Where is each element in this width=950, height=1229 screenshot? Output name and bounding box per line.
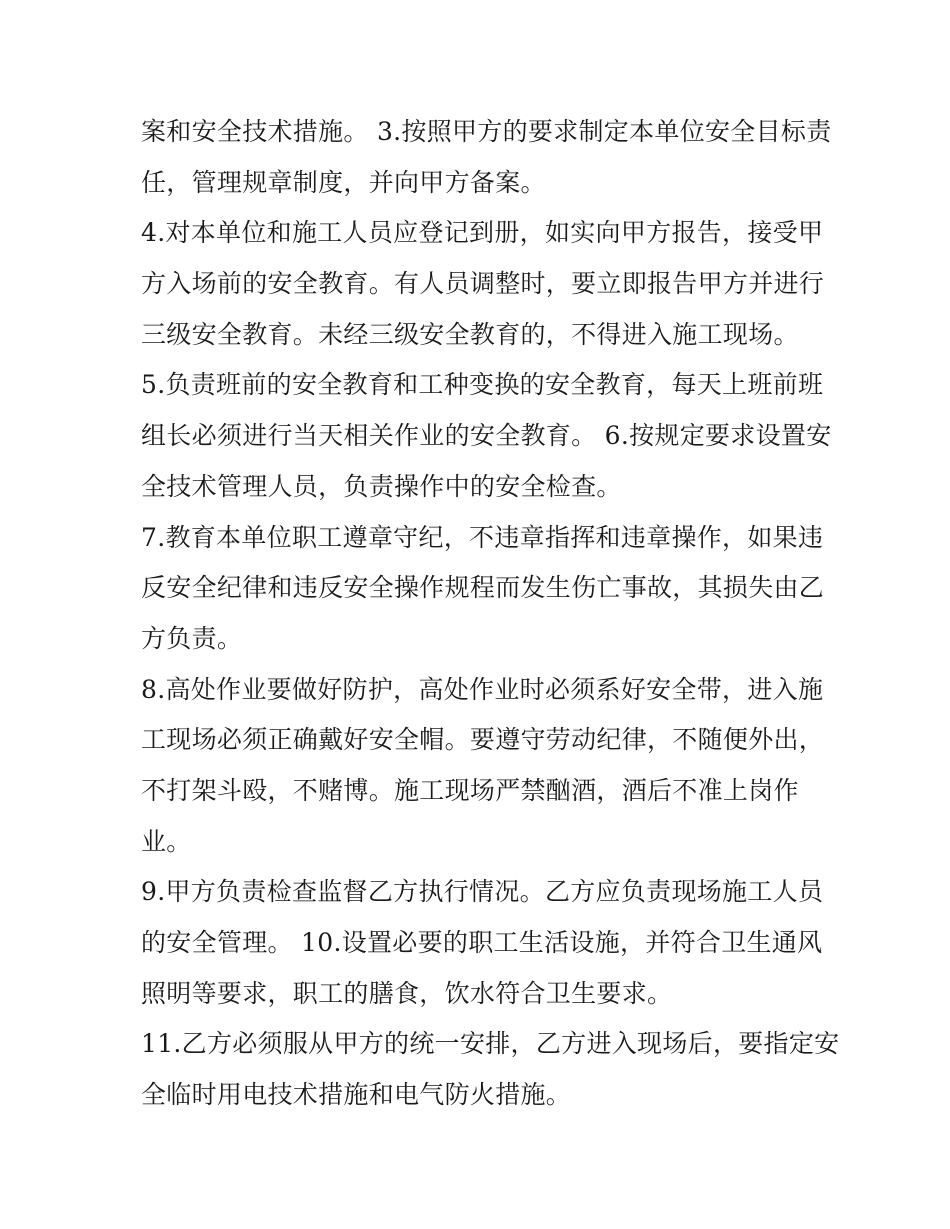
text-line: 组长必须进行当天相关作业的安全教育。 6.按规定要求设置安 — [141, 421, 832, 451]
text-line: 9.甲方负责检查监督乙方执行情况。乙方应负责现场施工人员 — [141, 877, 824, 907]
text-line: 7.教育本单位职工遵章守纪，不违章指挥和违章操作，如果违 — [141, 522, 824, 552]
text-line: 方入场前的安全教育。有人员调整时，要立即报告甲方并进行 — [141, 269, 825, 299]
text-line: 三级安全教育。未经三级安全教育的，不得进入施工现场。 — [141, 319, 799, 349]
text-line: 全技术管理人员，负责操作中的安全检查。 — [141, 471, 622, 501]
text-line: 8.高处作业要做好防护，高处作业时必须系好安全带，进入施 — [141, 674, 824, 704]
text-line: 业。 — [141, 826, 192, 856]
text-line: 11.乙方必须服从甲方的统一安排，乙方进入现场后，要指定安 — [141, 1029, 840, 1059]
text-line: 工现场必须正确戴好安全帽。要遵守劳动纪律，不随便外出， — [141, 725, 825, 755]
text-line: 4.对本单位和施工人员应登记到册，如实向甲方报告，接受甲 — [141, 218, 824, 248]
text-line: 照明等要求，职工的膳食，饮水符合卫生要求。 — [141, 978, 673, 1008]
text-line: 的安全管理。 10.设置必要的职工生活设施，并符合卫生通风 — [141, 928, 823, 957]
text-line: 案和安全技术措施。 3.按照甲方的要求制定本单位安全目标责 — [141, 117, 832, 146]
text-line: 不打架斗殴，不赌博。施工现场严禁酗酒，酒后不准上岗作 — [141, 775, 799, 805]
text-line: 反安全纪律和违反安全操作规程而发生伤亡事故，其损失由乙 — [141, 573, 825, 603]
text-line: 全临时用电技术措施和电气防火措施。 — [141, 1080, 572, 1110]
text-line: 任，管理规章制度，并向甲方备案。 — [141, 167, 546, 197]
text-line: 5.负责班前的安全教育和工种变换的安全教育，每天上班前班 — [141, 370, 824, 400]
text-line: 方负责。 — [141, 623, 243, 653]
document-body — [141, 107, 840, 1121]
